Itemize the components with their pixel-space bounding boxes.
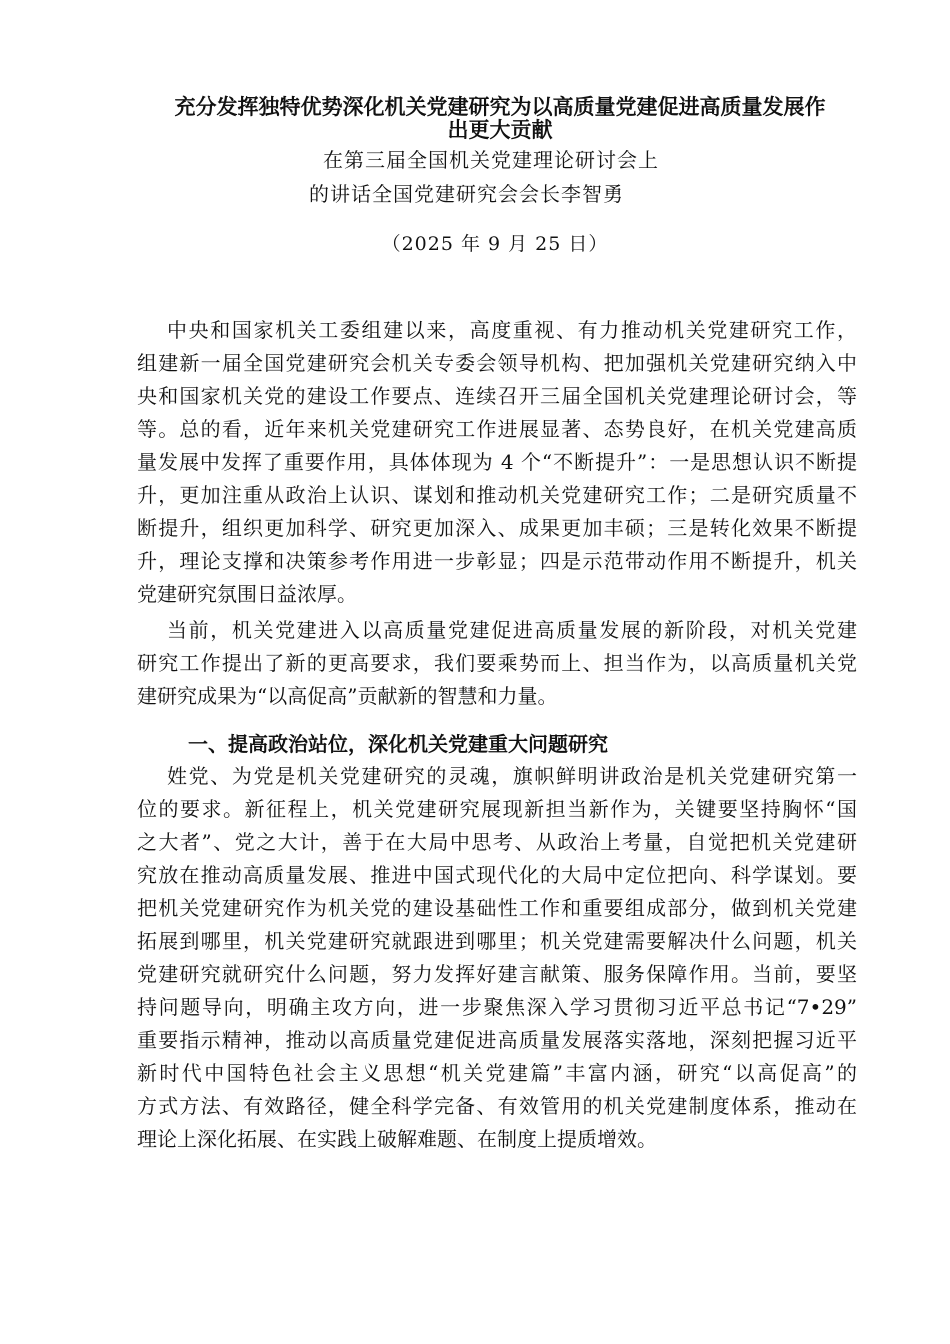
text-line: 重要指示精神，推动以高质量党建促进高质量发展落实落地，深刻把握习近平 (137, 1028, 857, 1052)
subtitle-line-1: 在第三届全国机关党建理论研讨会上 (323, 148, 659, 172)
text-line: 方式方法、有效路径，健全科学完备、有效管用的机关党建制度体系，推动在 (137, 1094, 857, 1118)
title-line-1: 充分发挥独特优势深化机关党建研究为以高质量党建促进高质量发展作 (174, 94, 826, 119)
paragraph-1 (137, 314, 857, 611)
text-line: 姓党、为党是机关党建研究的灵魂，旗帜鲜明讲政治是机关党建研究第一 (167, 764, 857, 788)
text-line: 升，理论支撑和决策参考作用进一步彰显；四是示范带动作用不断提升，机关 (137, 549, 857, 573)
paragraph-3 (137, 760, 857, 1156)
text-line: 断提升，组织更加科学、研究更加深入、成果更加丰硕；三是转化效果不断提 (137, 516, 857, 540)
text-line: 央和国家机关党的建设工作要点、连续召开三届全国机关党建理论研讨会，等 (137, 384, 857, 408)
text-line: 把机关党建研究作为机关党的建设基础性工作和重要组成部分，做到机关党建 (137, 896, 857, 920)
text-line: 建研究成果为“以高促高”贡献新的智慧和力量。 (137, 684, 558, 708)
text-line: 中央和国家机关工委组建以来，高度重视、有力推动机关党建研究工作， (167, 318, 857, 342)
text-line: 究放在推动高质量发展、推进中国式现代化的大局中定位把向、科学谋划。要 (137, 863, 857, 887)
section-heading-1: 一、提高政治站位，深化机关党建重大问题研究 (188, 732, 608, 756)
text-line: 之大者”、党之大计，善于在大局中思考、从政治上考量，自觉把机关党建研 (137, 830, 857, 854)
text-line: 当前，机关党建进入以高质量党建促进高质量发展的新阶段，对机关党建 (167, 618, 857, 642)
text-line: 位的要求。新征程上，机关党建研究展现新担当新作为，关键要坚持胸怀“国 (137, 797, 857, 821)
document-title (150, 95, 850, 141)
text-line: 量发展中发挥了重要作用，具体体现为 4 个“不断提升”：一是思想认识不断提 (137, 450, 857, 474)
text-line: 理论上深化拓展、在实践上破解难题、在制度上提质增效。 (137, 1127, 657, 1151)
text-line: 组建新一届全国党建研究会机关专委会领导机构、把加强机关党建研究纳入中 (137, 351, 857, 375)
text-line: 等。总的看，近年来机关党建研究工作进展显著、态势良好，在机关党建高质 (137, 417, 857, 441)
speech-date: （2025 年 9 月 25 日） (381, 233, 609, 255)
text-line: 升，更加注重从政治上认识、谋划和推动机关党建研究工作；二是研究质量不 (137, 483, 857, 507)
text-line: 新时代中国特色社会主义思想“机关党建篇”丰富内涵，研究“以高促高”的 (137, 1061, 857, 1085)
title-line-2: 出更大贡献 (447, 117, 553, 142)
subtitle-line-2: 的讲话全国党建研究会会长李智勇 (309, 182, 624, 206)
paragraph-2 (137, 614, 857, 713)
text-line: 党建研究氛围日益浓厚。 (137, 582, 357, 606)
text-line: 研究工作提出了新的更高要求，我们要乘势而上、担当作为，以高质量机关党 (137, 651, 857, 675)
text-line: 拓展到哪里，机关党建研究就跟进到哪里；机关党建需要解决什么问题，机关 (137, 929, 857, 953)
text-line: 持问题导向，明确主攻方向，进一步聚焦深入学习贯彻习近平总书记“7•29” (137, 995, 857, 1019)
text-line: 党建研究就研究什么问题，努力发挥好建言献策、服务保障作用。当前，要坚 (137, 962, 857, 986)
